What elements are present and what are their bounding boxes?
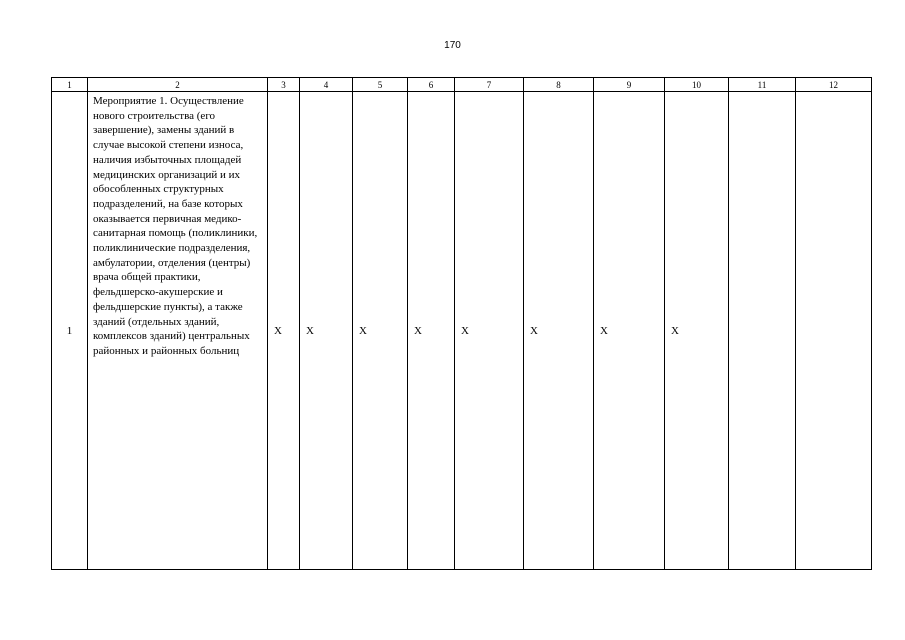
table-row: [52, 92, 872, 570]
cell-col-10: Х: [665, 92, 729, 570]
column-header-12: 12: [796, 78, 872, 92]
column-header-3: 3: [268, 78, 300, 92]
page-number: 170: [444, 40, 461, 51]
cell-col-4: Х: [300, 92, 353, 570]
row-description: Мероприятие 1. Осуществление нового строительства (его завершение), замены зданий в случае высокой степени износа, наличия избыточных площадей медицинских организаций и их обособленных структурных подразделений, на базе которых оказывается первичная медико-санитарная помощь (поликлиники, поликлинические подразделения, амбулатории, отделения (центры) врача общей практики, фельдшерско-акушерские и фельдшерские пункты), а также зданий (отдельных зданий, комплексов зданий) центральных районных и районных больниц: [88, 92, 268, 570]
column-header-1: 1: [52, 78, 88, 92]
cell-col-12: [796, 92, 872, 570]
header-row: [52, 78, 872, 92]
column-header-11: 11: [729, 78, 796, 92]
column-header-5: 5: [353, 78, 408, 92]
row-number: 1: [52, 92, 88, 570]
data-table: [51, 77, 872, 570]
column-header-6: 6: [408, 78, 455, 92]
column-header-9: 9: [594, 78, 665, 92]
cell-col-8: Х: [524, 92, 594, 570]
cell-col-7: Х: [455, 92, 524, 570]
cell-col-3: Х: [268, 92, 300, 570]
cell-col-6: Х: [408, 92, 455, 570]
column-header-7: 7: [455, 78, 524, 92]
column-header-2: 2: [88, 78, 268, 92]
cell-col-9: Х: [594, 92, 665, 570]
column-header-10: 10: [665, 78, 729, 92]
cell-col-5: Х: [353, 92, 408, 570]
column-header-4: 4: [300, 78, 353, 92]
column-header-8: 8: [524, 78, 594, 92]
cell-col-11: [729, 92, 796, 570]
